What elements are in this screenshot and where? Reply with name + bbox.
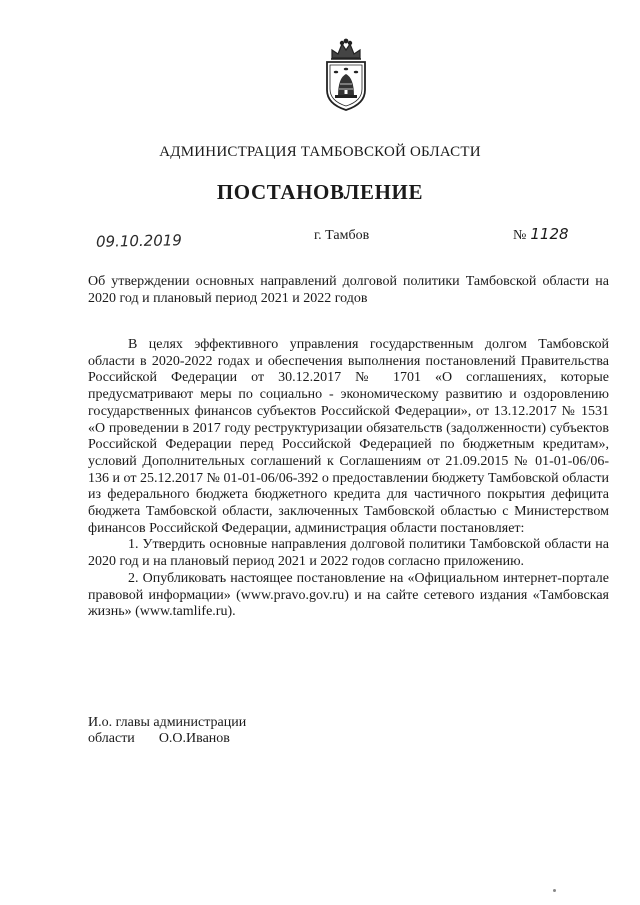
resolution-item-1: 1. Утвердить основные направления долговой политики Тамбовской области на 2020 год и на плановый период 2021 и 2022 годов согласно приложению. — [88, 537, 609, 570]
number-value: 1128 — [530, 225, 569, 243]
signature-line2 — [88, 731, 246, 747]
signature-region: области — [88, 731, 135, 746]
resolution-item-2: 2. Опубликовать настоящее постановление на «Официальном интернет-портале правовой информации» (www.pravo.gov.ru) и на сайте сетевого издания «Тамбовская жизнь» (www.tamlife.ru). — [88, 570, 609, 620]
document-date: 09.10.2019 — [95, 231, 183, 251]
document-city: г. Тамбов — [314, 228, 370, 243]
organization-name: АДМИНИСТРАЦИЯ ТАМБОВСКОЙ ОБЛАСТИ — [159, 144, 481, 160]
document-number — [513, 225, 569, 244]
number-label: № — [513, 228, 527, 243]
signature-name: О.О.Иванов — [158, 731, 230, 746]
document-type: ПОСТАНОВЛЕНИЕ — [216, 180, 424, 204]
preamble-paragraph: В целях эффективного управления государственным долгом Тамбовской области в 2020-2022 годах и обеспечения выполнения постановлений Правительства Российской Федерации от 30.12.2017 № 1701 «О соглашениях, которые предусматривают меры по социально - экономическому развитию и оздоровлению государственных финансов субъектов Российской Федерации», от 13.12.2017 № 1531 «О проведении в 2017 году реструктуризации обязательств (задолженности) субъектов Российской Федерации перед Российской Федерацией по бюджетным кредитам», условий Дополнительных соглашений к Соглашениям от 21.09.2015 № 01-01-06/06-136 и от 25.12.2017 № 01-01-06/06-392 о предоставлении бюджету Тамбовской области из федерального бюджета бюджетного кредита для частичного покрытия дефицита бюджета Тамбовской области, заключенных Тамбовской областью с Министерством финансов Российской Федерации, администрация области постановляет: — [88, 337, 609, 536]
document-subject: Об утверждении основных направлений долговой политики Тамбовской области на 2020 год и плановый период 2021 и 2022 годов — [88, 274, 609, 306]
signature-position: И.о. главы администрации — [88, 715, 247, 730]
signature-block — [88, 715, 246, 747]
document-body — [88, 337, 609, 621]
coat-of-arms-icon — [318, 38, 374, 114]
page-dot — [553, 889, 556, 892]
